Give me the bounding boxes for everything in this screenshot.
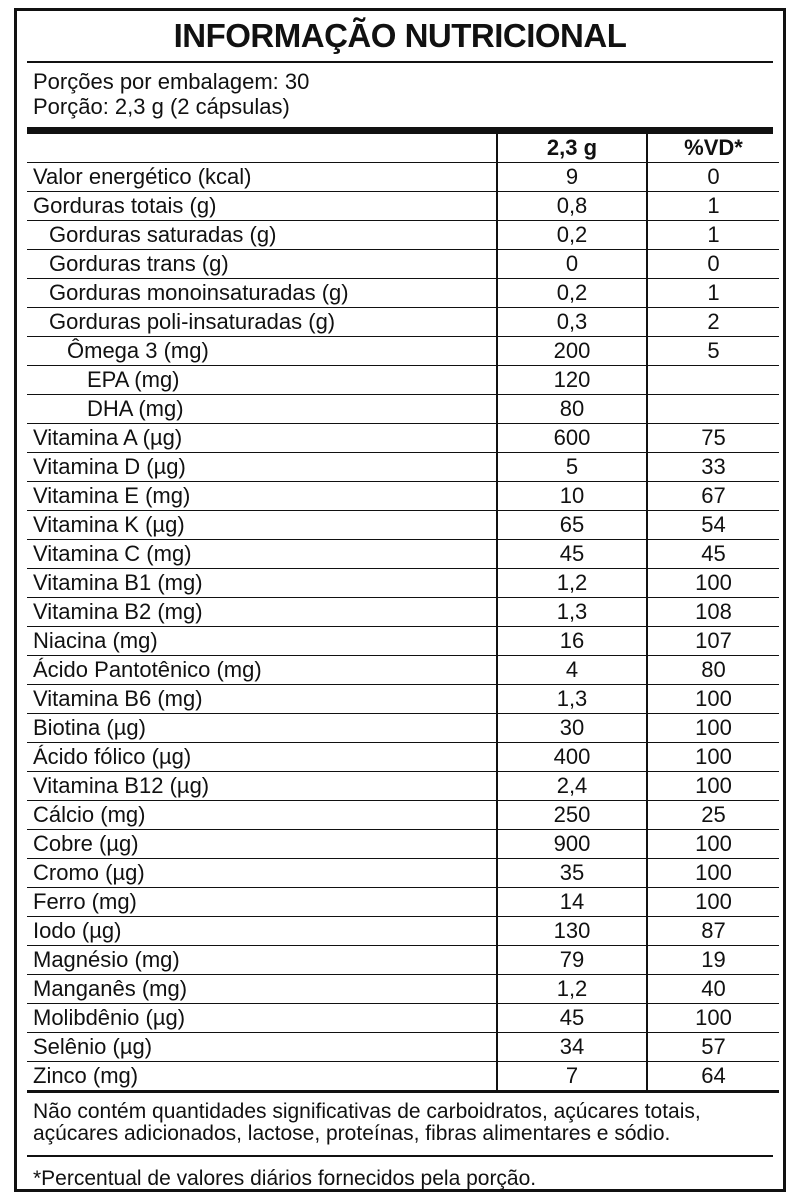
table-row bbox=[27, 598, 779, 627]
nutrient-amount: 600 bbox=[497, 424, 647, 453]
nutrient-dv: 45 bbox=[647, 540, 779, 569]
nutrient-amount: 9 bbox=[497, 163, 647, 192]
table-row bbox=[27, 714, 779, 743]
nutrient-dv: 100 bbox=[647, 859, 779, 888]
nutrient-amount: 10 bbox=[497, 482, 647, 511]
nutrient-amount: 7 bbox=[497, 1062, 647, 1092]
nutrient-name: Valor energético (kcal) bbox=[27, 163, 497, 192]
nutrient-amount: 0,8 bbox=[497, 192, 647, 221]
nutrient-name: Zinco (mg) bbox=[27, 1062, 497, 1092]
nutrient-dv: 5 bbox=[647, 337, 779, 366]
nutrient-name: Gorduras monoinsaturadas (g) bbox=[27, 279, 497, 308]
table-row bbox=[27, 453, 779, 482]
nutrient-dv: 100 bbox=[647, 772, 779, 801]
nutrient-dv: 1 bbox=[647, 221, 779, 250]
nutrient-amount: 35 bbox=[497, 859, 647, 888]
nutrient-amount: 1,3 bbox=[497, 598, 647, 627]
table-row bbox=[27, 221, 779, 250]
nutrient-name: Vitamina C (mg) bbox=[27, 540, 497, 569]
nutrient-dv: 1 bbox=[647, 192, 779, 221]
nutrient-amount: 5 bbox=[497, 453, 647, 482]
table-row bbox=[27, 1062, 779, 1092]
label-title: INFORMAÇÃO NUTRICIONAL bbox=[173, 17, 627, 54]
table-row bbox=[27, 279, 779, 308]
nutrient-name: EPA (mg) bbox=[27, 366, 497, 395]
nutrient-amount: 1,3 bbox=[497, 685, 647, 714]
nutrient-dv: 1 bbox=[647, 279, 779, 308]
nutrient-amount: 16 bbox=[497, 627, 647, 656]
nutrient-name: Manganês (mg) bbox=[27, 975, 497, 1004]
serving-info bbox=[17, 63, 783, 127]
nutrient-dv: 87 bbox=[647, 917, 779, 946]
nutrient-amount: 120 bbox=[497, 366, 647, 395]
nutrient-amount: 45 bbox=[497, 1004, 647, 1033]
servings-per-package: Porções por embalagem: 30 bbox=[33, 69, 310, 94]
nutrient-amount: 200 bbox=[497, 337, 647, 366]
nutrient-amount: 1,2 bbox=[497, 569, 647, 598]
nutrient-name: Vitamina B6 (mg) bbox=[27, 685, 497, 714]
nutrient-amount: 2,4 bbox=[497, 772, 647, 801]
nutrient-name: Vitamina E (mg) bbox=[27, 482, 497, 511]
nutrient-name: Selênio (µg) bbox=[27, 1033, 497, 1062]
nutrient-dv: 2 bbox=[647, 308, 779, 337]
nutrition-table bbox=[27, 134, 779, 1093]
nutrient-name: Ferro (mg) bbox=[27, 888, 497, 917]
table-row bbox=[27, 946, 779, 975]
header-dv: %VD* bbox=[647, 134, 779, 163]
nutrient-name: Vitamina B12 (µg) bbox=[27, 772, 497, 801]
header-nutrient bbox=[27, 134, 497, 163]
table-row bbox=[27, 482, 779, 511]
table-row bbox=[27, 656, 779, 685]
nutrient-amount: 45 bbox=[497, 540, 647, 569]
nutrient-amount: 0,2 bbox=[497, 279, 647, 308]
nutrient-dv: 57 bbox=[647, 1033, 779, 1062]
nutrient-name: Cálcio (mg) bbox=[27, 801, 497, 830]
table-row bbox=[27, 308, 779, 337]
nutrient-dv: 100 bbox=[647, 830, 779, 859]
nutrient-amount: 80 bbox=[497, 395, 647, 424]
nutrient-name: Cromo (µg) bbox=[27, 859, 497, 888]
nutrient-dv: 33 bbox=[647, 453, 779, 482]
nutrient-name: Gorduras trans (g) bbox=[27, 250, 497, 279]
nutrient-dv: 100 bbox=[647, 685, 779, 714]
nutrient-name: Gorduras poli-insaturadas (g) bbox=[27, 308, 497, 337]
nutrient-amount: 65 bbox=[497, 511, 647, 540]
nutrient-name: Vitamina B1 (mg) bbox=[27, 569, 497, 598]
table-row bbox=[27, 366, 779, 395]
header-amount: 2,3 g bbox=[497, 134, 647, 163]
table-row bbox=[27, 540, 779, 569]
table-header-row bbox=[27, 134, 779, 163]
nutrient-amount: 250 bbox=[497, 801, 647, 830]
table-row bbox=[27, 1004, 779, 1033]
nutrient-amount: 0,2 bbox=[497, 221, 647, 250]
nutrient-dv: 54 bbox=[647, 511, 779, 540]
nutrient-name: Gorduras saturadas (g) bbox=[27, 221, 497, 250]
nutrient-amount: 79 bbox=[497, 946, 647, 975]
nutrient-amount: 1,2 bbox=[497, 975, 647, 1004]
nutrient-dv: 100 bbox=[647, 743, 779, 772]
table-row bbox=[27, 830, 779, 859]
nutrient-dv bbox=[647, 395, 779, 424]
table-row bbox=[27, 772, 779, 801]
nutrient-name: Vitamina D (µg) bbox=[27, 453, 497, 482]
table-row bbox=[27, 424, 779, 453]
nutrient-name: Niacina (mg) bbox=[27, 627, 497, 656]
nutrient-amount: 0 bbox=[497, 250, 647, 279]
nutrient-name: Vitamina K (µg) bbox=[27, 511, 497, 540]
table-body bbox=[27, 163, 779, 1092]
table-row bbox=[27, 337, 779, 366]
serving-size: Porção: 2,3 g (2 cápsulas) bbox=[33, 94, 290, 119]
nutrient-dv: 100 bbox=[647, 569, 779, 598]
nutrient-dv: 80 bbox=[647, 656, 779, 685]
table-row bbox=[27, 395, 779, 424]
table-row bbox=[27, 743, 779, 772]
nutrient-name: Vitamina A (µg) bbox=[27, 424, 497, 453]
nutrient-dv: 100 bbox=[647, 714, 779, 743]
table-row bbox=[27, 888, 779, 917]
table-row bbox=[27, 859, 779, 888]
nutrient-amount: 400 bbox=[497, 743, 647, 772]
nutrient-name: Cobre (µg) bbox=[27, 830, 497, 859]
nutrient-dv: 64 bbox=[647, 1062, 779, 1092]
nutrient-name: Molibdênio (µg) bbox=[27, 1004, 497, 1033]
nutrition-label bbox=[14, 8, 786, 1192]
footnote-not-significant: Não contém quantidades significativas de carboidratos, açúcares totais, açúcares adicionados, lactose, proteínas, fibras alimentares e sódio. bbox=[33, 1100, 701, 1145]
table-row bbox=[27, 1033, 779, 1062]
footnote-dv: *Percentual de valores diários fornecidos pela porção. bbox=[33, 1167, 537, 1190]
nutrient-dv: 25 bbox=[647, 801, 779, 830]
nutrient-dv: 67 bbox=[647, 482, 779, 511]
nutrient-name: Gorduras totais (g) bbox=[27, 192, 497, 221]
table-row bbox=[27, 975, 779, 1004]
nutrient-amount: 0,3 bbox=[497, 308, 647, 337]
nutrient-amount: 30 bbox=[497, 714, 647, 743]
serving-divider bbox=[27, 127, 773, 134]
nutrient-dv: 100 bbox=[647, 1004, 779, 1033]
nutrient-name: Ácido fólico (µg) bbox=[27, 743, 497, 772]
nutrient-dv: 40 bbox=[647, 975, 779, 1004]
table-row bbox=[27, 685, 779, 714]
nutrient-dv: 0 bbox=[647, 163, 779, 192]
nutrient-name: Ácido Pantotênico (mg) bbox=[27, 656, 497, 685]
nutrient-name: Biotina (µg) bbox=[27, 714, 497, 743]
nutrient-dv: 107 bbox=[647, 627, 779, 656]
nutrient-name: Magnésio (mg) bbox=[27, 946, 497, 975]
nutrient-dv: 75 bbox=[647, 424, 779, 453]
table-row bbox=[27, 917, 779, 946]
table-row bbox=[27, 627, 779, 656]
nutrient-name: Iodo (µg) bbox=[27, 917, 497, 946]
nutrient-name: DHA (mg) bbox=[27, 395, 497, 424]
nutrient-dv: 108 bbox=[647, 598, 779, 627]
table-row bbox=[27, 250, 779, 279]
table-row bbox=[27, 569, 779, 598]
table-row bbox=[27, 511, 779, 540]
nutrient-amount: 130 bbox=[497, 917, 647, 946]
nutrient-dv bbox=[647, 366, 779, 395]
nutrient-amount: 34 bbox=[497, 1033, 647, 1062]
nutrient-amount: 900 bbox=[497, 830, 647, 859]
nutrient-dv: 100 bbox=[647, 888, 779, 917]
table-row bbox=[27, 192, 779, 221]
nutrient-name: Ômega 3 (mg) bbox=[27, 337, 497, 366]
nutrient-dv: 19 bbox=[647, 946, 779, 975]
nutrient-amount: 4 bbox=[497, 656, 647, 685]
nutrient-amount: 14 bbox=[497, 888, 647, 917]
nutrient-name: Vitamina B2 (mg) bbox=[27, 598, 497, 627]
nutrient-dv: 0 bbox=[647, 250, 779, 279]
table-row bbox=[27, 163, 779, 192]
table-row bbox=[27, 801, 779, 830]
